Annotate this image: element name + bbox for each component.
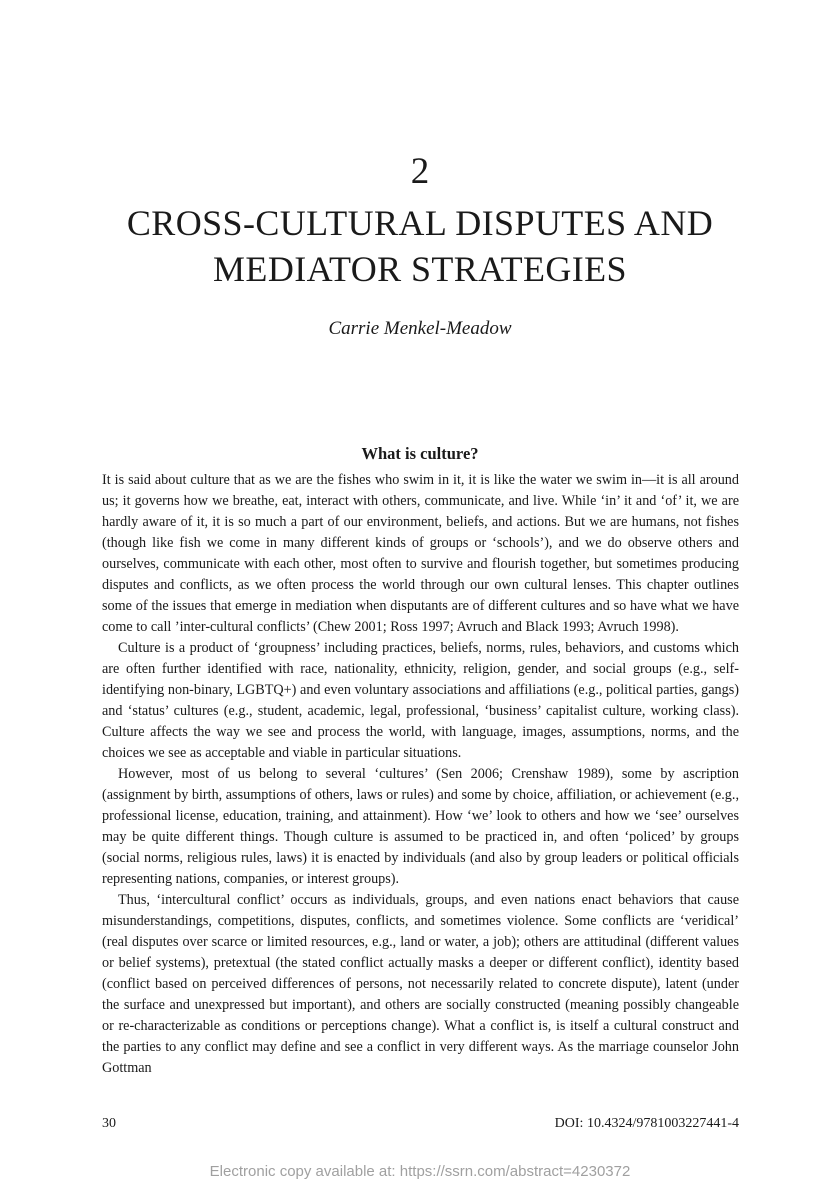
chapter-title-line-2: MEDIATOR STRATEGIES	[213, 249, 627, 289]
body-text	[102, 470, 739, 1079]
chapter-title-line-1: CROSS-CULTURAL DISPUTES AND	[126, 203, 714, 243]
doi-link[interactable]: DOI: 10.4324/9781003227441-4	[554, 1116, 739, 1131]
page-number: 30	[102, 1116, 116, 1131]
paragraph-1: It is said about culture that as we are the fishes who swim in it, it is like the water we swim in—it is all around us; it governs how we breathe, eat, interact with others, communicate, and live. While ‘in’ it and ‘of’ it, we are hardly aware of it, it is so much a part of our environment, beliefs, and actions. But we are humans, not fishes (though like fish we come in many different kinds of groups or ‘schools’), and we do observe others and ourselves, communicate with each other, most often to survive and flourish together, but sometimes producing disputes and conflicts, as we often process the world through our own cultural lenses. This chapter outlines some of the issues that emerge in mediation when disputants are of different cultures and so have what we have come to call ’inter-cultural conflicts’ (Chew 2001; Ross 1997; Avruch and Black 1993; Avruch 1998).	[102, 472, 739, 635]
chapter-number: 2	[410, 151, 430, 192]
paragraph-2: Culture is a product of ‘groupness’ including practices, beliefs, norms, rules, behaviors, and customs which are often further identified with race, nationality, ethnicity, religion, gender, and social groups (e.g., self-identifying non-binary, LGBTQ+) and even voluntary associations and affiliations (e.g., political parties, gangs) and ‘status’ cultures (e.g., student, academic, legal, professional, ‘business’ capitalist culture, working class). Culture affects the way we see and process the world, with language, images, assumptions, norms, and the choices we see as acceptable and viable in particular situations.	[102, 640, 739, 761]
paragraph-4: Thus, ‘intercultural conflict’ occurs as individuals, groups, and even nations enact behaviors that cause misunderstandings, competitions, disputes, conflicts, and sometimes violence. Some conflicts are ‘veridical’ (real disputes over scarce or limited resources, e.g., land or water, a job); others are attitudinal (different values or belief systems), pretextual (the stated conflict actually masks a deeper or different conflict), identity based (conflict based on perceived differences of persons, not necessarily related to concrete dispute), latent (under the surface and unexpressed but important), and others are socially constructed (meaning possibly changeable or re-characterizable as conditions or perceptions change). What a conflict is, is itself a cultural construct and the parties to any conflict may define and see a conflict in very different ways. As the marriage counselor John Gottman	[102, 892, 739, 1076]
author-name: Carrie Menkel-Meadow	[328, 318, 512, 339]
chapter-title	[60, 200, 780, 292]
ssrn-watermark: Electronic copy available at: https://ssrn.com/abstract=4230372	[209, 1163, 631, 1180]
paragraph-3: However, most of us belong to several ‘cultures’ (Sen 2006; Crenshaw 1989), some by ascription (assignment by birth, assumptions of others, laws or rules) and some by choice, affiliation, or achievement (e.g., professional license, education, training, and attainment). How ‘we’ look to others and how we ‘see’ ourselves may be quite different things. Though culture is assumed to be practiced in, and often ‘policed’ by groups (social norms, religious rules, laws) it is enacted by individuals (and also by group leaders or political officials representing nations, companies, or interest groups).	[102, 766, 739, 887]
section-heading: What is culture?	[361, 444, 479, 463]
